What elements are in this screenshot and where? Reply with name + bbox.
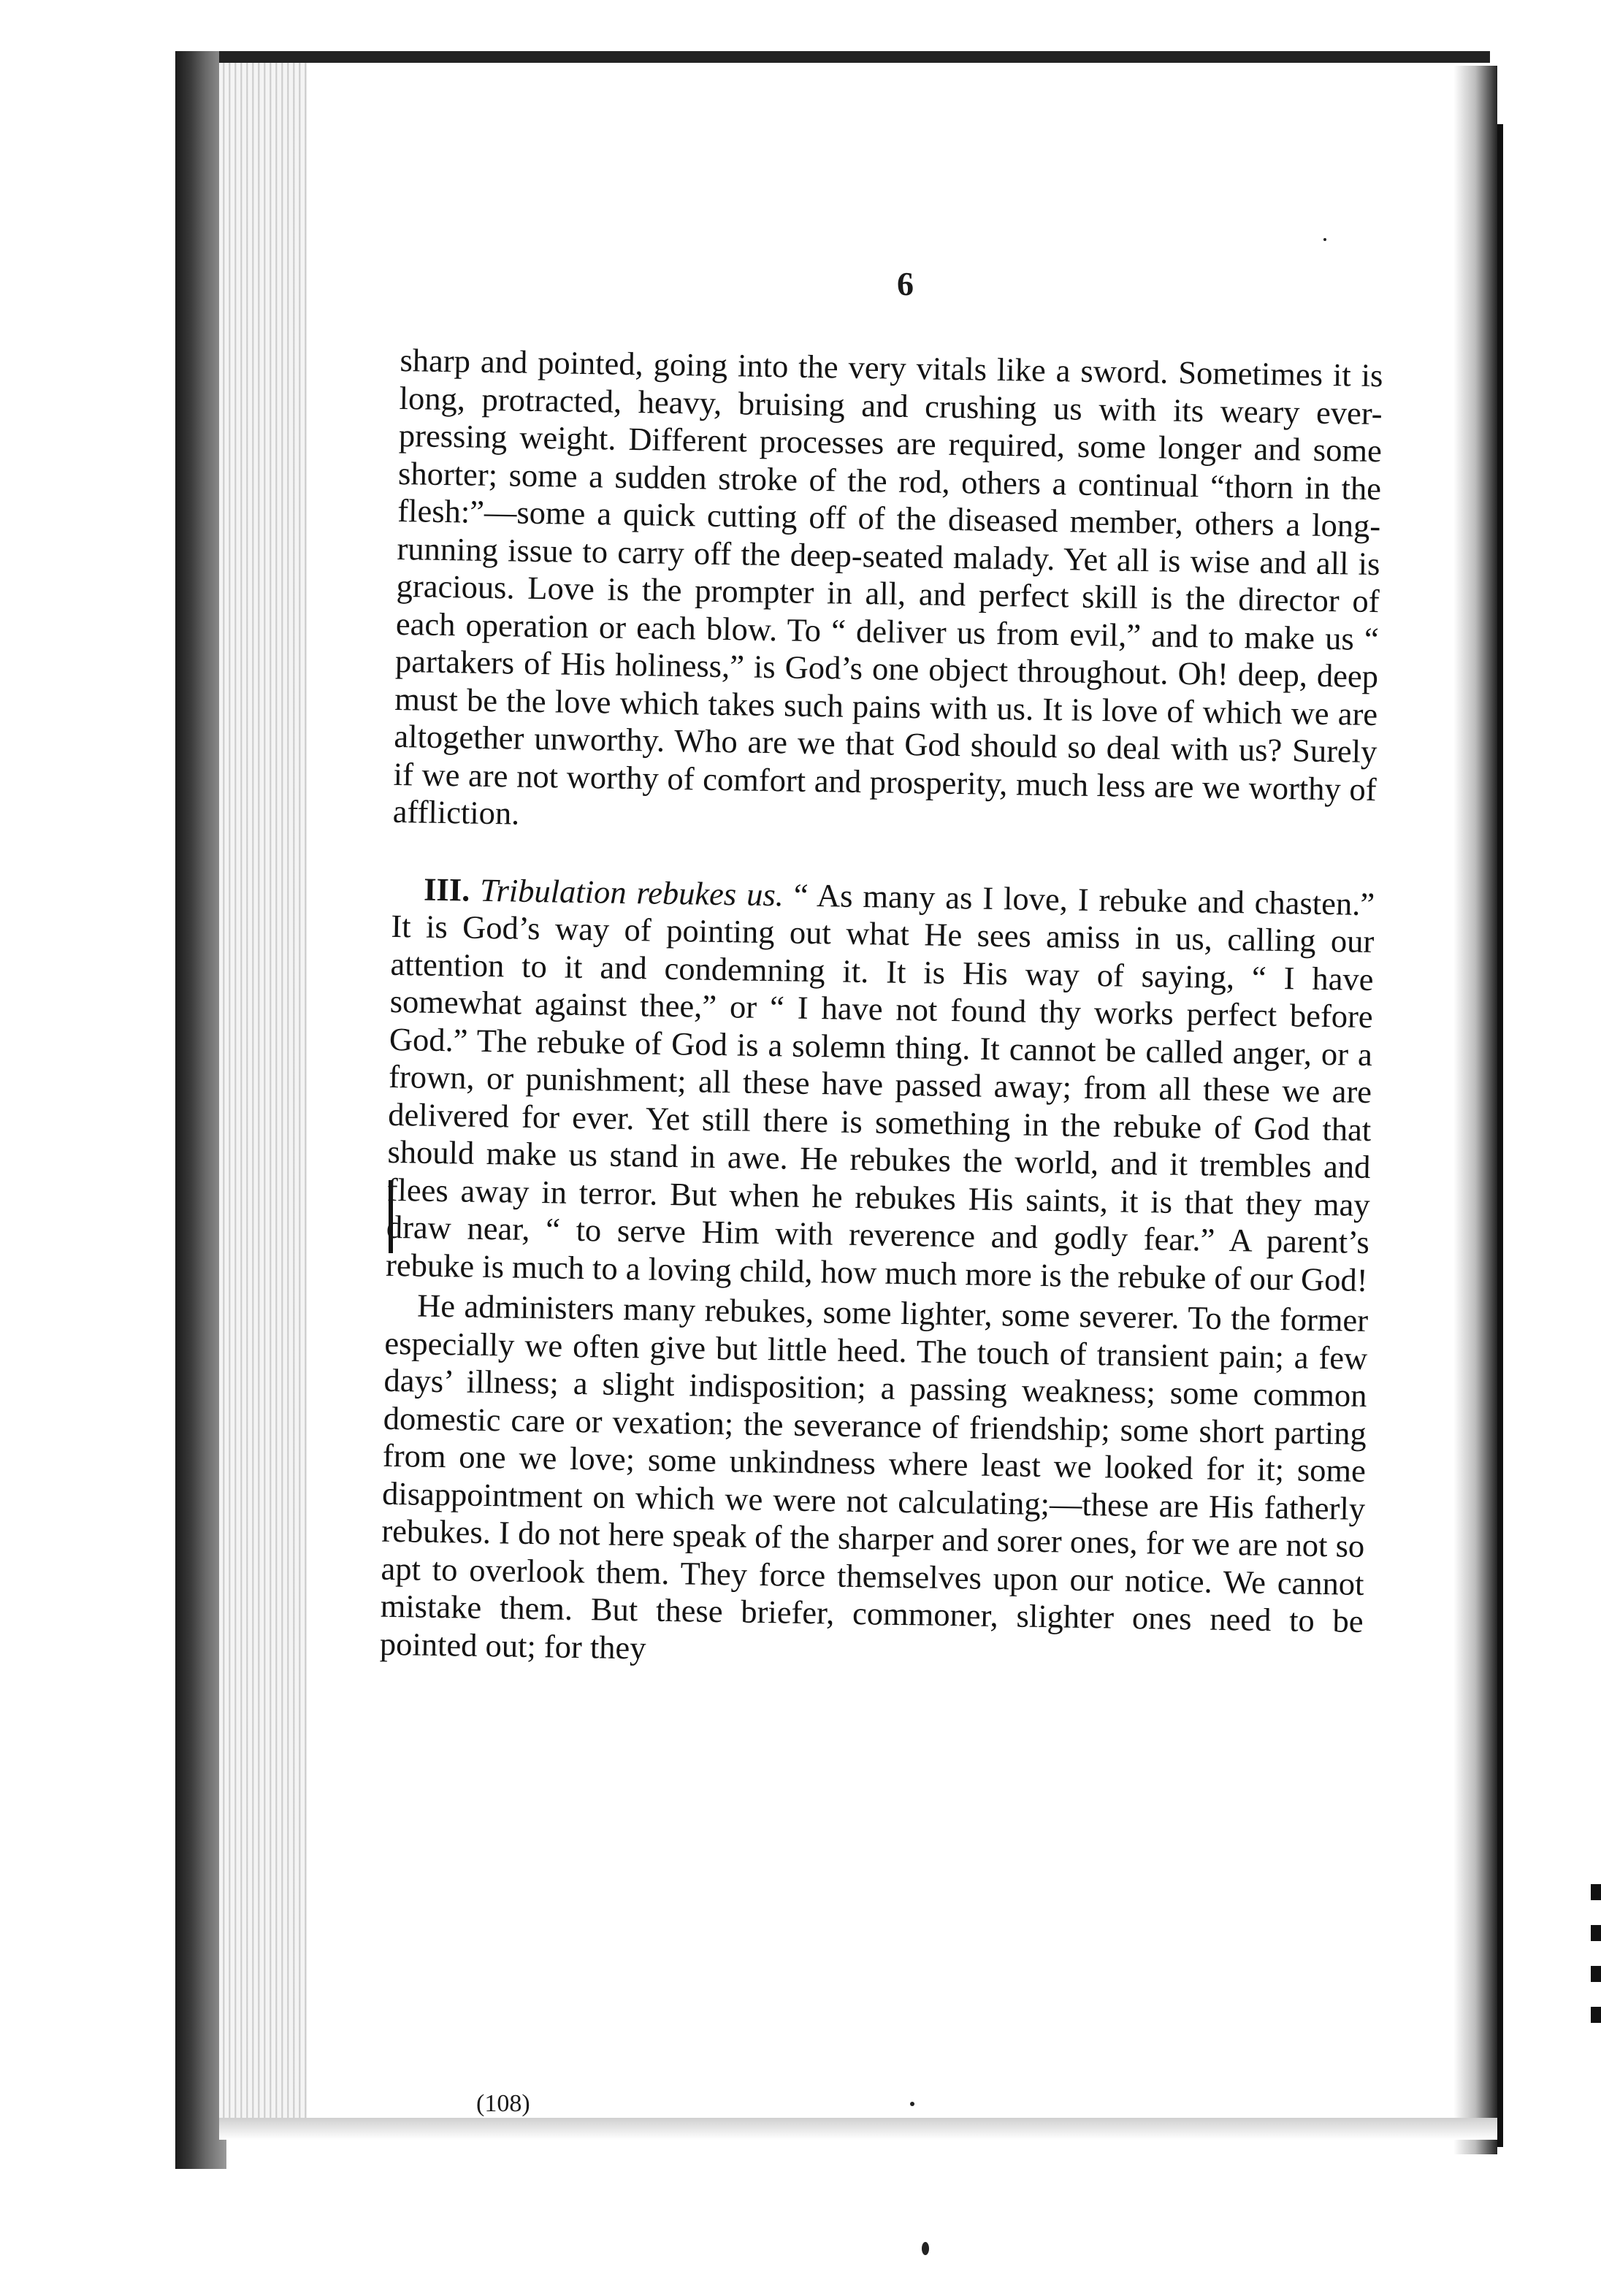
- paragraph: He administers many rebukes, some lighter, some severer. To the former especially we often give but little heed. The touch of transient pain; a few days’ illness; a slight indisposition; a passing weakness; some common domestic care or vexation; the severance of friendship; some short parting from one we love; some unkindness where least we looked for it; some disappointment on which we were not calculating;—these are His fatherly rebukes. I do not here speak of the sharper and sorer ones, for we are not so apt to overlook them. They force themselves upon our notice. We cannot mistake them. But these briefer, commoner, slighter ones need to be pointed out; for they: [379, 1287, 1369, 1666]
- section-title: Tribulation rebukes us.: [479, 871, 784, 913]
- section-body: “ As many as I love, I rebuke and chasten.” It is God’s way of pointing out what He sees amiss in us, calling our attention to it and condemning it. It is His way of saying, “ I have somewhat against thee,” or “ I have not found thy works perfect before God.” The rebuke of God is a solemn thing. It cannot be called anger, or a frown, or punishment; all these have passed away; from all these we are delivered for ever. Yet still there is something in the rebuke of God that should make us stand in awe. He rebukes the world, and it trembles and flees away in terror. But when he rebukes His saints, it is that they may draw near, “ to serve Him with reverence and godly fear.” A parent’s rebuke is much to a loving child, how much more is the rebuke of our God!: [385, 876, 1375, 1298]
- folio-number: (108): [476, 2090, 530, 2117]
- ink-speck: [910, 2102, 914, 2106]
- section-paragraph: [386, 870, 1375, 1299]
- page-stack-edge: [219, 51, 314, 2132]
- ink-speck: [1323, 238, 1326, 241]
- body-text: [380, 342, 1383, 1678]
- page-number: 6: [897, 265, 914, 302]
- binding-gutter: [1453, 66, 1497, 2154]
- adjacent-page-edge: [1497, 124, 1601, 2147]
- adjacent-page-marks: [1591, 1884, 1601, 2045]
- paragraph-continuation: sharp and pointed, going into the very vitals like a sword. Sometimes it is long, protracted, heavy, bruising and crushing us with its weary ever-pressing weight. Different processes are required, some longer and some shorter; some a sudden stroke of the rod, others a continual “thorn in the flesh:”—some a quick cutting off of the diseased member, others a long-running issue to carry off the deep-seated malady. Yet all is wise and all is gracious. Love is the prompter in all, and perfect skill is the director of each operation or each blow. To “ deliver us from evil,” and to make us “ partakers of His holiness,” is God’s one object throughout. Oh! deep, deep must be the love which takes such pains with us. It is love of which we are altogether unworthy. Who are we that God should so deal with us? Surely if we are not worthy of comfort and prosperity, much less are we worthy of affliction.: [392, 342, 1383, 832]
- section-number: III.: [423, 870, 470, 908]
- page-bottom-shade: [219, 2118, 1497, 2140]
- ink-speck: [922, 2242, 929, 2255]
